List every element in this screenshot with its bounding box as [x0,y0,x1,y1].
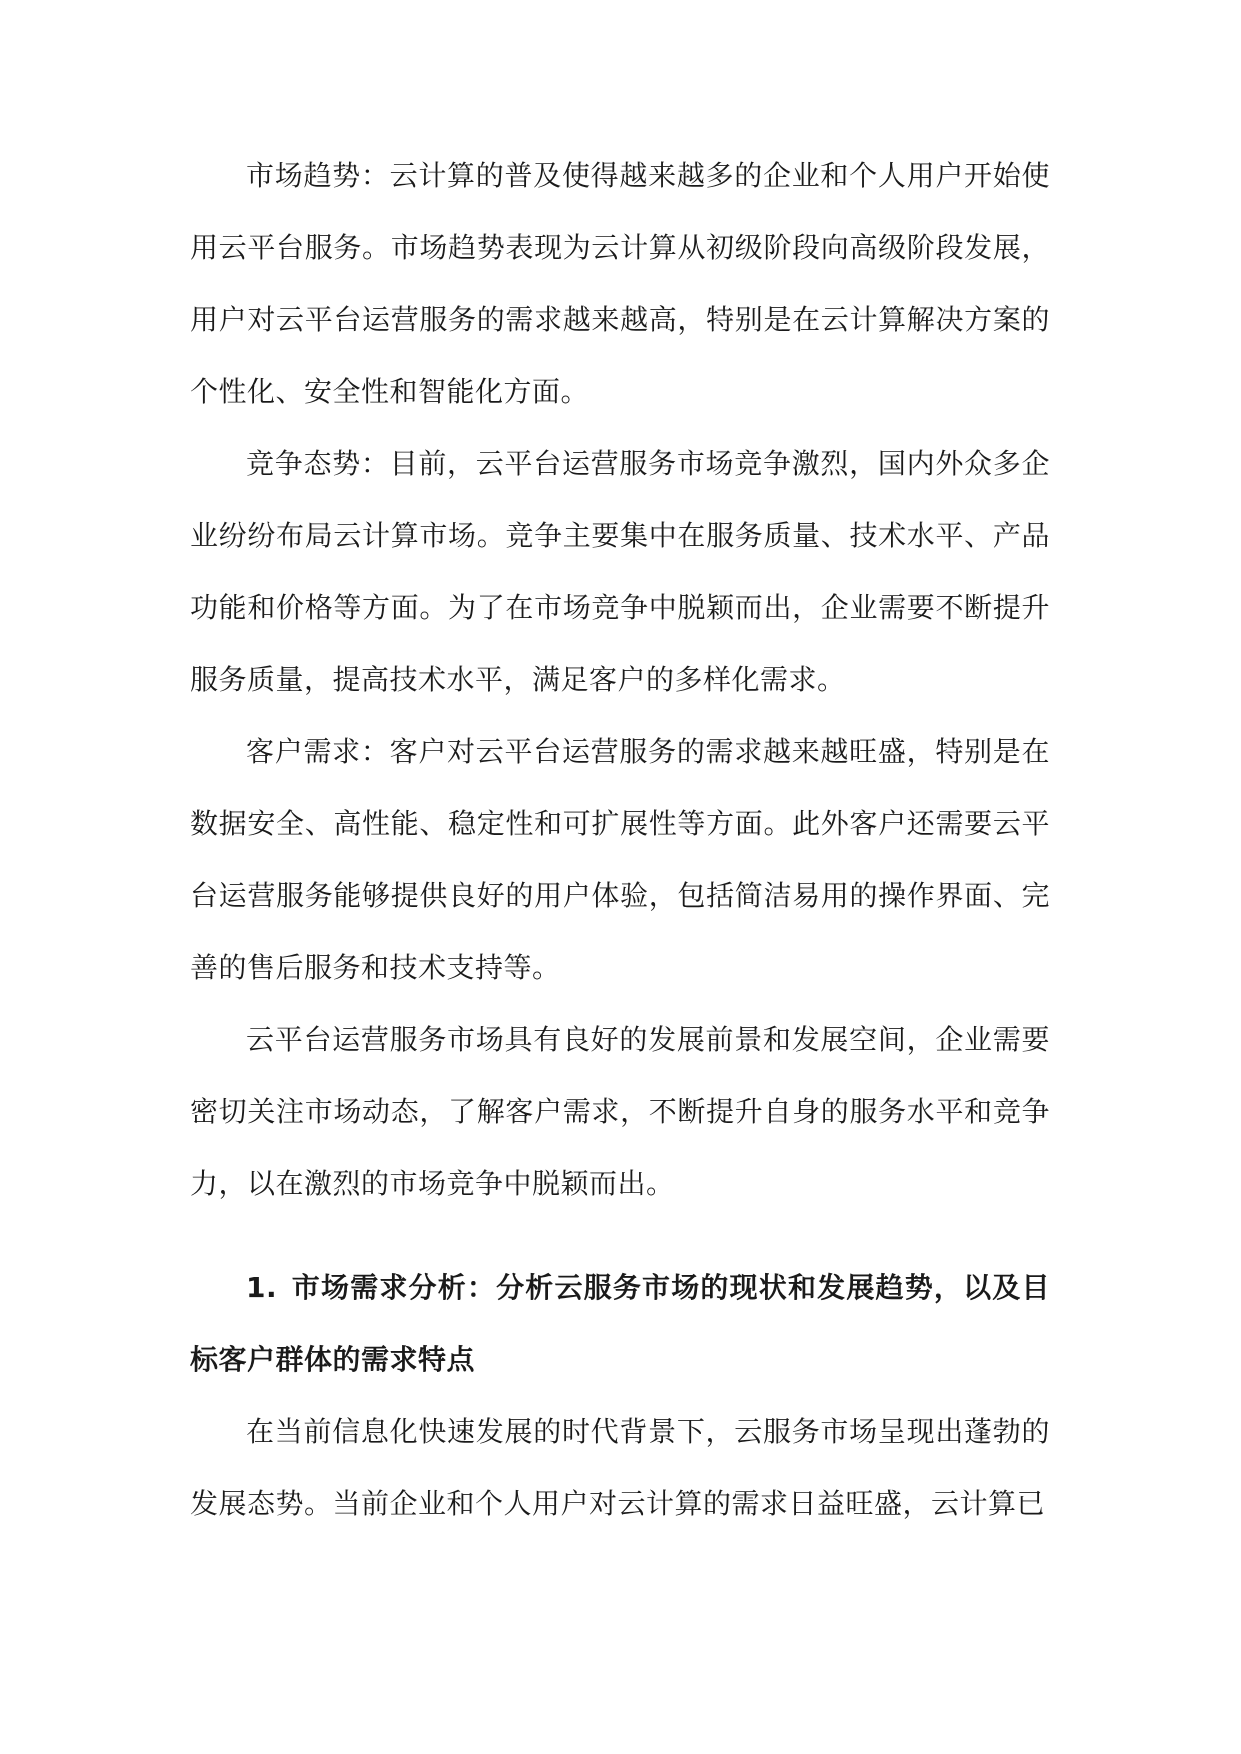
paragraph-outlook: 云平台运营服务市场具有良好的发展前景和发展空间，企业需要密切关注市场动态，了解客户需求，不断提升自身的服务水平和竞争力，以在激烈的市场竞争中脱颖而出。 [190,1023,1050,1200]
paragraph-closing: 在当前信息化快速发展的时代背景下，云服务市场呈现出蓬勃的发展态势。当前企业和个人用户对云计算的需求日益旺盛，云计算已 [190,1415,1050,1520]
paragraph-customer-demand: 客户需求：客户对云平台运营服务的需求越来越旺盛，特别是在数据安全、高性能、稳定性和可扩展性等方面。此外客户还需要云平台运营服务能够提供良好的用户体验，包括简洁易用的操作界面、完善的售后服务和技术支持等。 [190,735,1050,984]
paragraph-market-trend: 市场趋势：云计算的普及使得越来越多的企业和个人用户开始使用云平台服务。市场趋势表现为云计算从初级阶段向高级阶段发展，用户对云平台运营服务的需求越来越高，特别是在云计算解决方案的个性化、安全性和智能化方面。 [190,159,1050,408]
paragraph-competition: 竞争态势：目前，云平台运营服务市场竞争激烈，国内外众多企业纷纷布局云计算市场。竞争主要集中在服务质量、技术水平、产品功能和价格等方面。为了在市场竞争中脱颖而出，企业需要不断提升服务质量，提高技术水平，满足客户的多样化需求。 [190,447,1050,696]
document-page [190,140,1050,1540]
section-heading-number: 1. [246,1271,278,1304]
section-heading [190,1252,1050,1396]
section-heading-text: 市场需求分析：分析云服务市场的现状和发展趋势，以及目标客户群体的需求特点 [190,1271,1050,1376]
